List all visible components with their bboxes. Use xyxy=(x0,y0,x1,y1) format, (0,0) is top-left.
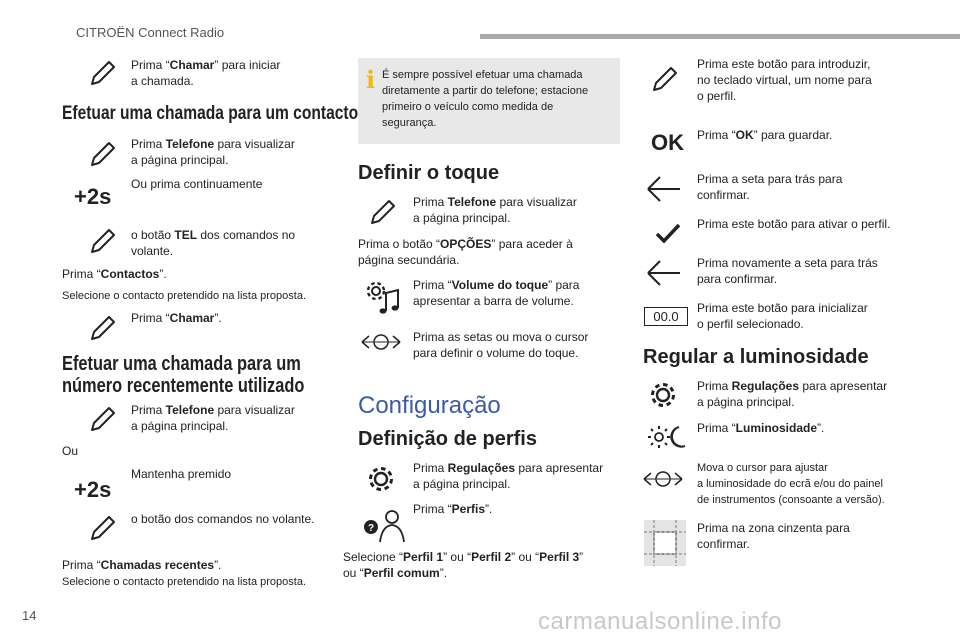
checkmark-icon xyxy=(655,223,681,245)
c1-p5: Prima “Contactos”. xyxy=(62,267,167,281)
c1-p3: Ou prima continuamente xyxy=(131,177,263,191)
c1-p6: Selecione o contacto pretendido na lista proposta. xyxy=(62,290,306,302)
grey-zone-icon xyxy=(644,520,686,566)
gear-icon xyxy=(366,464,396,494)
c1-p13: Selecione o contacto pretendido na lista proposta. xyxy=(62,576,306,588)
profile-icon xyxy=(362,508,408,544)
back-arrow-icon xyxy=(644,174,686,206)
svg-text:?: ? xyxy=(367,523,375,534)
c3-p8: Prima “Luminosidade”. xyxy=(697,421,825,435)
c1-p9: Ou xyxy=(62,444,79,458)
heading-ringtone: Definir o toque xyxy=(358,162,500,184)
c2-p2: Prima o botão “OPÇÕES” para aceder à página secundária. xyxy=(358,237,573,267)
section-title-configuracao: Configuração xyxy=(358,392,501,419)
slider-arrows-icon xyxy=(360,327,404,357)
c2-p7: Selecione “Perfil 1” ou “Perfil 2” ou “Perfil 3” ou “Perfil comum”. xyxy=(343,550,584,580)
c1-p10: Mantenha premido xyxy=(131,467,232,481)
slider-arrows-icon xyxy=(642,464,686,494)
c3-p3: Prima a seta para trás para confirmar. xyxy=(697,172,843,202)
c2-p6: Prima “Perfis”. xyxy=(413,502,493,516)
c1-p12: Prima “Chamadas recentes”. xyxy=(62,558,222,572)
pencil-icon xyxy=(88,513,118,543)
c3-p1: Prima este botão para introduzir, no teclado virtual, um nome para o perfil. xyxy=(697,57,872,103)
page-number: 14 xyxy=(22,608,37,623)
brightness-icon xyxy=(645,422,687,452)
c1-p1: Prima “Chamar” para iniciar a chamada. xyxy=(131,58,281,88)
heading-recent-call: Efetuar uma chamada para um número recentemente utilizado xyxy=(62,353,305,397)
c2-p3: Prima “Volume do toque” para apresentar a barra de volume. xyxy=(413,278,580,308)
c3-p2: Prima “OK” para guardar. xyxy=(697,128,833,142)
ringtone-settings-icon xyxy=(364,279,404,317)
hold-2s-icon: +2s xyxy=(74,477,112,502)
c3-p7: Prima Regulações para apresentar a página principal. xyxy=(697,379,888,409)
header-bar xyxy=(480,34,960,39)
watermark: carmanualsonline.info xyxy=(538,608,782,635)
heading-contact-call: Efetuar uma chamada para um contacto xyxy=(62,103,359,124)
heading-brightness: Regular a luminosidade xyxy=(643,346,869,368)
pencil-icon xyxy=(88,313,118,343)
c1-p11: o botão dos comandos no volante. xyxy=(131,512,315,526)
c1-p4: o botão TEL dos comandos no volante. xyxy=(131,228,296,258)
back-arrow-icon xyxy=(644,258,686,290)
c3-p10: Prima na zona cinzenta para confirmar. xyxy=(697,521,850,551)
c2-p4: Prima as setas ou mova o cursor para definir o volume do toque. xyxy=(413,330,589,360)
c3-p4: Prima este botão para ativar o perfil. xyxy=(697,217,891,231)
c2-p5: Prima Regulações para apresentar a página principal. xyxy=(413,461,604,491)
c1-p8: Prima Telefone para visualizar a página principal. xyxy=(131,403,295,433)
gear-icon xyxy=(648,380,678,410)
pencil-icon xyxy=(88,139,118,169)
info-text: É sempre possível efetuar uma chamada diretamente a partir do telefone; estacione primeiro o veículo como medida de segurança. xyxy=(382,69,589,129)
c3-p5: Prima novamente a seta para trás para confirmar. xyxy=(697,256,878,286)
pencil-icon xyxy=(88,226,118,256)
c1-p2: Prima Telefone para visualizar a página principal. xyxy=(131,137,295,167)
heading-profiles: Definição de perfis xyxy=(358,428,537,450)
pencil-icon xyxy=(88,58,118,88)
info-icon: i xyxy=(366,65,376,94)
ok-icon: OK xyxy=(651,130,684,155)
reset-counter-icon: 00.0 xyxy=(644,307,688,326)
c3-p9: Mova o cursor para ajustar a luminosidade do ecrã e/ou do painel de instrumentos (consoante a versão). xyxy=(697,462,885,506)
pencil-icon xyxy=(88,404,118,434)
c1-p7: Prima “Chamar”. xyxy=(131,311,222,325)
c2-p1: Prima Telefone para visualizar a página principal. xyxy=(413,195,577,225)
c3-p6: Prima este botão para inicializar o perfil selecionado. xyxy=(697,301,868,331)
pencil-icon xyxy=(650,64,684,98)
hold-2s-icon: +2s xyxy=(74,184,112,209)
header-title: CITROËN Connect Radio xyxy=(76,25,225,40)
pencil-icon xyxy=(368,197,398,227)
